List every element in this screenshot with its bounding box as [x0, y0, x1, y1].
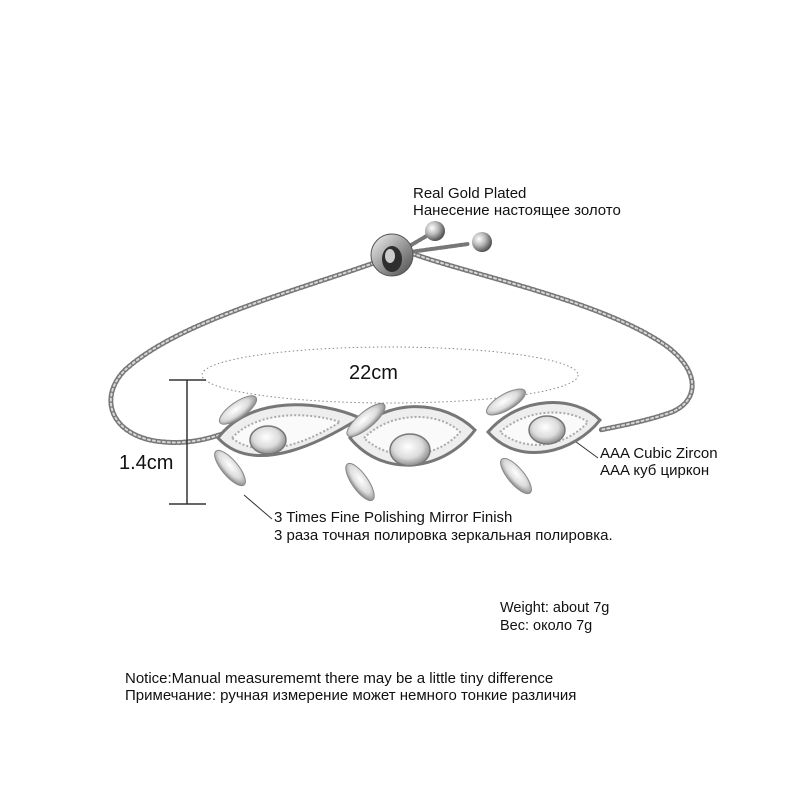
- zircon-label-en: AAA Cubic Zircon: [600, 445, 718, 462]
- leaf-charm-center: [341, 398, 475, 504]
- zircon-label-ru: AAA куб циркон: [600, 462, 710, 479]
- length-label: 22cm: [349, 362, 398, 384]
- polish-pointer: [244, 495, 272, 519]
- gold-label-ru: Нанесение настоящее золото: [413, 202, 621, 219]
- notice-label-en: Notice:Manual measurememt there may be a little tiny difference: [125, 670, 554, 687]
- gold-label-en: Real Gold Plated: [413, 185, 527, 202]
- end-ball-left: [425, 221, 445, 241]
- weight-label-ru: Вес: около 7g: [500, 618, 593, 634]
- height-label: 1.4cm: [119, 452, 174, 474]
- polish-label-en: 3 Times Fine Polishing Mirror Finish: [274, 509, 513, 526]
- leaf-charm-left: [210, 391, 360, 490]
- leaf-charm-right: [483, 384, 600, 498]
- end-ball-right: [472, 232, 492, 252]
- weight-label-en: Weight: about 7g: [500, 600, 610, 616]
- notice-label-ru: Примечание: ручная измерение может немного тонкие различия: [125, 687, 577, 704]
- polish-label-ru: 3 раза точная полировка зеркальная полировка.: [274, 527, 613, 544]
- slider-clasp: [371, 234, 413, 276]
